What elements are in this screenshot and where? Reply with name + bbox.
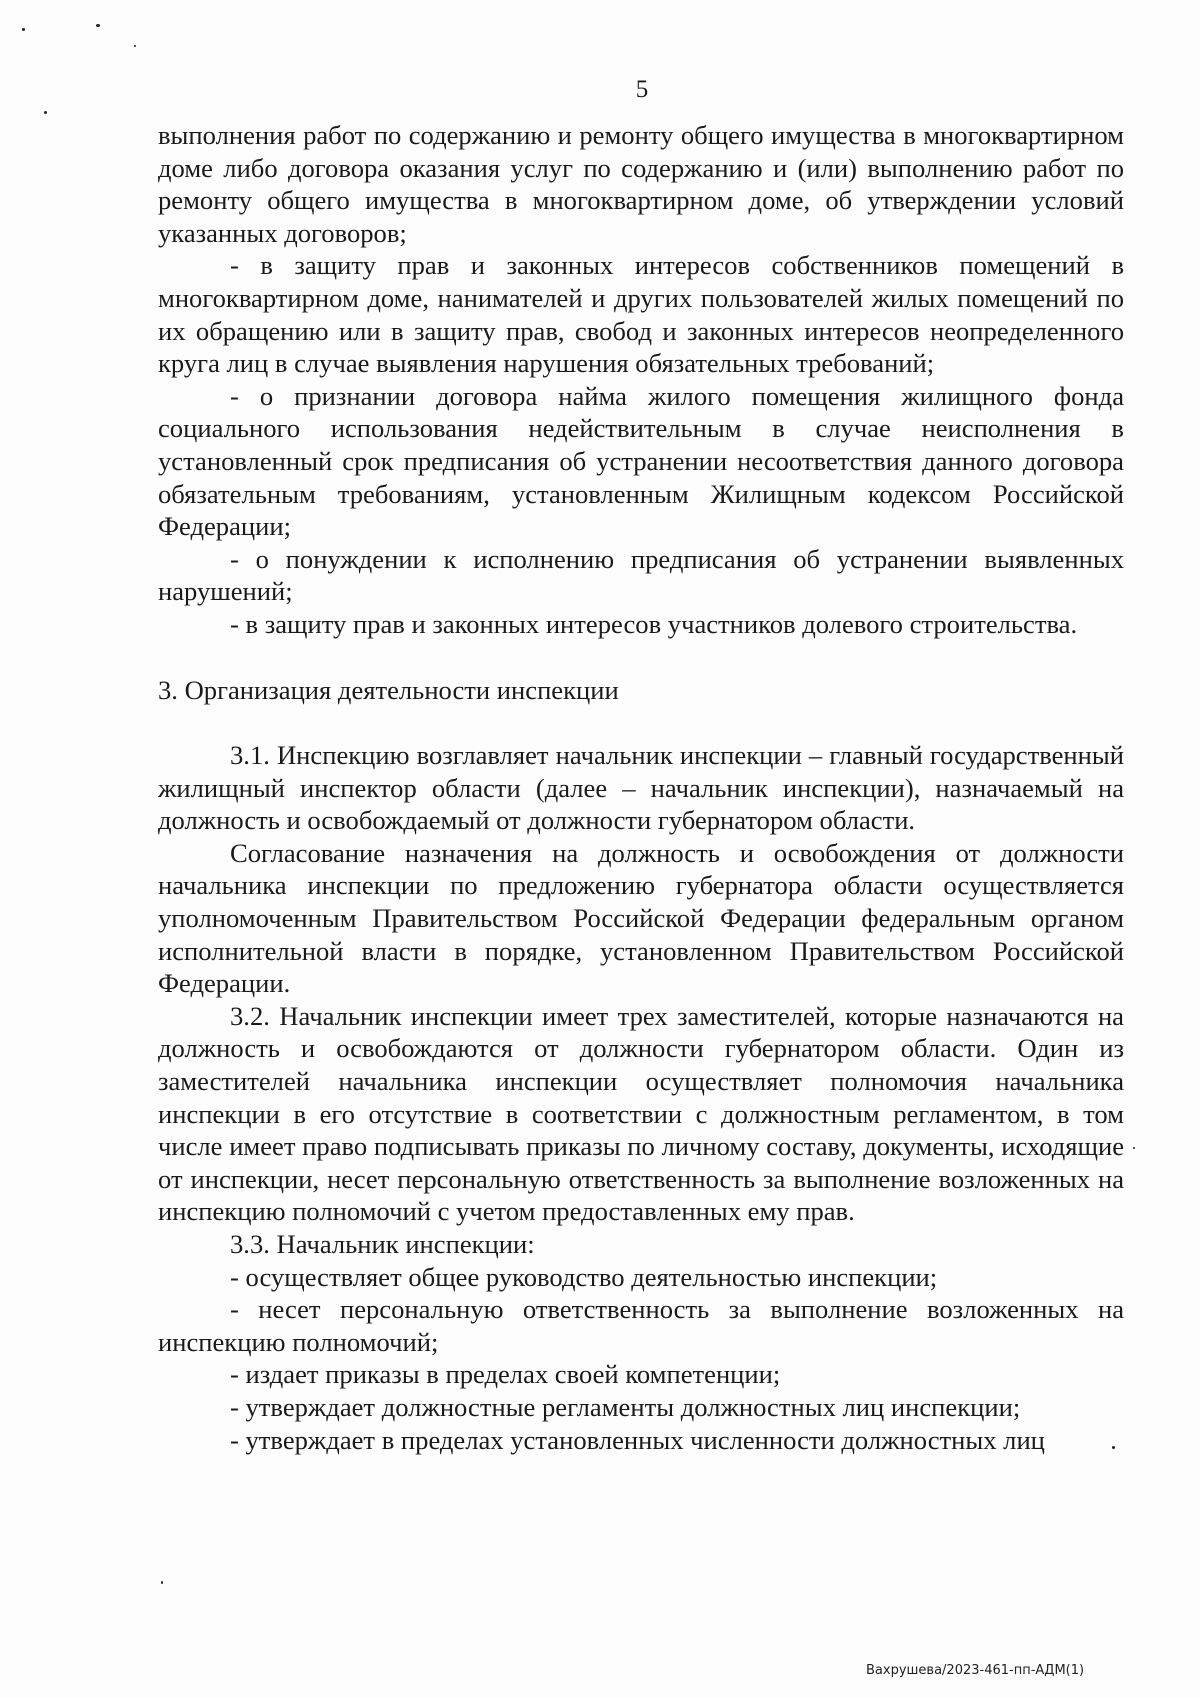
document-body xyxy=(158,119,1124,1456)
scan-speck xyxy=(161,1581,163,1584)
list-item: - утверждает в пределах установленных численности должностных лиц xyxy=(230,1424,1045,1455)
list-item: - в защиту прав и законных интересов собственников помещений в многоквартирном доме, нанимателей и других пользователей жилых помещений по их обращению или в защиту прав, свобод и законных интересов неопределенного круга лиц в случае выявления нарушения обязательных требований; xyxy=(158,250,1124,379)
list-item: - осуществляет общее руководство деятельностью инспекции; xyxy=(230,1261,938,1292)
scan-speck xyxy=(134,45,136,47)
list-item: - утверждает должностные регламенты должностных лиц инспекции; xyxy=(230,1391,1021,1422)
clause-3-2: 3.2. Начальник инспекции имеет трех заместителей, которые назначаются на должность и освобождаются от должности губернатором области. Один из заместителей начальника инспекции осуществляет полномочия начальника инспекции в его отсутствие в соответствии с должностным регламентом, в том числе имеет право подписывать приказы по личному составу, документы, исходящие от инспекции, несет персональную ответственность за выполнение возложенных на инспекцию полномочий с учетом предоставленных ему прав. xyxy=(158,1000,1124,1227)
list-item: - о понуждении к исполнению предписания об устранении выявленных нарушений; xyxy=(158,543,1124,607)
list-item: - несет персональную ответственность за выполнение возложенных на инспекцию полномочий; xyxy=(158,1294,1124,1357)
scan-speck xyxy=(22,28,25,31)
paragraph-continuation: выполнения работ по содержанию и ремонту общего имущества в многоквартирном доме либо договора оказания услуг по содержанию и (или) выполнению работ по ремонту общего имущества в многоквартирном доме, об утверждении условий указанных договоров; xyxy=(158,120,1124,248)
page-number: 5 xyxy=(635,76,649,103)
clause-3-3: 3.3. Начальник инспекции: xyxy=(230,1229,535,1259)
footer-document-reference: Вахрушева/2023-461-пп-АДМ(1) xyxy=(866,1663,1085,1678)
scan-speck xyxy=(1133,1147,1135,1149)
clause-3-1: 3.1. Инспекцию возглавляет начальник инспекции – главный государственный жилищный инспектор области (далее – начальник инспекции), назначаемый на должность и освобождаемый от должности губернатором области. xyxy=(158,740,1124,836)
section-heading: 3. Организация деятельности инспекции xyxy=(158,674,619,705)
list-item: - о признании договора найма жилого помещения жилищного фонда социального использования недействительным в случае неисполнения в установленный срок предписания об устранении несоответствия данного договора обязательным требованиям, установленным Жилищным кодексом Российской Федерации; xyxy=(158,380,1124,542)
list-item: - издает приказы в пределах своей компетенции; xyxy=(230,1359,781,1390)
list-item: - в защиту прав и законных интересов участников долевого строительства. xyxy=(230,608,1078,639)
scan-speck xyxy=(44,111,47,114)
scan-speck xyxy=(96,24,100,27)
clause-3-1-continued: Согласование назначения на должность и освобождения от должности начальника инспекции по предложению губернатора области осуществляется уполномоченным Правительством Российской Федерации федеральным органом исполнительной власти в порядке, установленном Правительством Российской Федерации. xyxy=(158,837,1124,999)
